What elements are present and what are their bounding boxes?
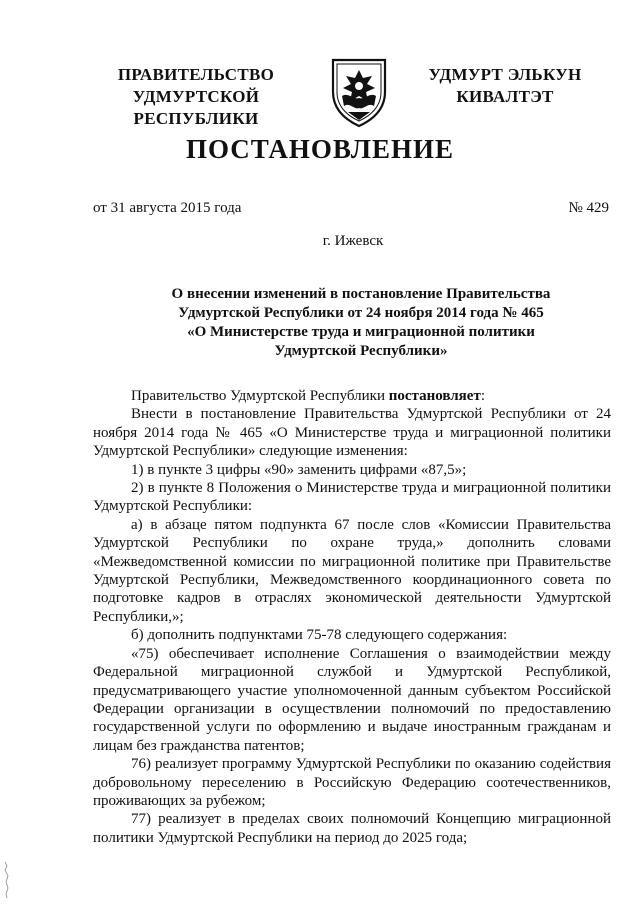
document-title: ПОСТАНОВЛЕНИЕ xyxy=(185,134,455,164)
body-paragraph: б) дополнить подпунктами 75-78 следующего содержания: xyxy=(131,627,508,644)
header-right-line1: УДМУРТ ЭЛЬКУН xyxy=(428,65,582,84)
header-left-line1: ПРАВИТЕЛЬСТВО xyxy=(117,65,275,84)
body-paragraph: 76) реализует программу Удмуртской Республики по оказанию содействия добровольному переселению в Российскую Федерацию соотечественников, проживающих за рубежом; xyxy=(93,756,611,809)
body-paragraph: а) в абзаце пятом подпункта 67 после слов «Комиссии Правительства Удмуртской Республики по охране труда,» дополнить словами «Межведомственной комиссии по миграционной политике при Правительстве Удмуртской Республики, Межведомственного координационного совета по подготовке кадров в отраслях экономической деятельности Удмуртской Республики,»; xyxy=(93,516,611,625)
margin-mark xyxy=(2,860,12,900)
subject-line-4: Удмуртской Республики» xyxy=(274,343,448,359)
body-intro-colon: : xyxy=(480,388,485,404)
header-right-line2: КИВАЛТЭТ xyxy=(456,87,554,106)
subject-line-2: Удмуртской Республики от 24 ноября 2014 года № 465 xyxy=(178,305,544,321)
subject-line-1: О внесении изменений в постановление Правительства xyxy=(171,286,551,302)
body-paragraph: Внести в постановление Правительства Удмуртской Республики от 24 ноября 2014 года № 465 «О Министерстве труда и миграционной политики Удмуртской Республики» следующие изменения: xyxy=(93,406,611,460)
document-date: от 31 августа 2015 года xyxy=(93,200,242,216)
body-paragraph: 1) в пункте 3 цифры «90» заменить цифрами «87,5»; xyxy=(131,461,467,478)
body-paragraph: «75) обеспечивает исполнение Соглашения о взаимодействии между Федеральной миграционной службой и Удмуртской Республикой, предусматривающего участие уполномоченной данным субъектом Российской Федерации организации в осуществлении полномочий по предоставлению государственной услуги по оформлению и выдаче иностранным гражданам и лицам без гражданства патентов; xyxy=(93,645,611,754)
document-city: г. Ижевск xyxy=(322,233,384,249)
body-intro-keyword: постановляет xyxy=(388,388,481,404)
body-paragraph: 2) в пункте 8 Положения о Министерстве труда и миграционной политики Удмуртской Республики: xyxy=(93,480,611,515)
coat-of-arms-icon xyxy=(328,56,390,128)
document-subject xyxy=(120,285,602,361)
body-paragraph: 77) реализует в пределах своих полномочий Концепцию миграционной политики Удмуртской Республики на период до 2025 года; xyxy=(93,811,611,846)
header-left xyxy=(80,64,312,130)
header-left-line2: УДМУРТСКОЙ РЕСПУБЛИКИ xyxy=(132,87,260,128)
document-number: № 429 xyxy=(568,200,609,216)
body-intro-text: Правительство Удмуртской Республики xyxy=(131,388,389,404)
document-body xyxy=(93,387,611,847)
body-paragraph xyxy=(93,387,611,405)
subject-line-3: «О Министерстве труда и миграционной политики xyxy=(187,324,535,340)
header-right xyxy=(420,64,590,108)
